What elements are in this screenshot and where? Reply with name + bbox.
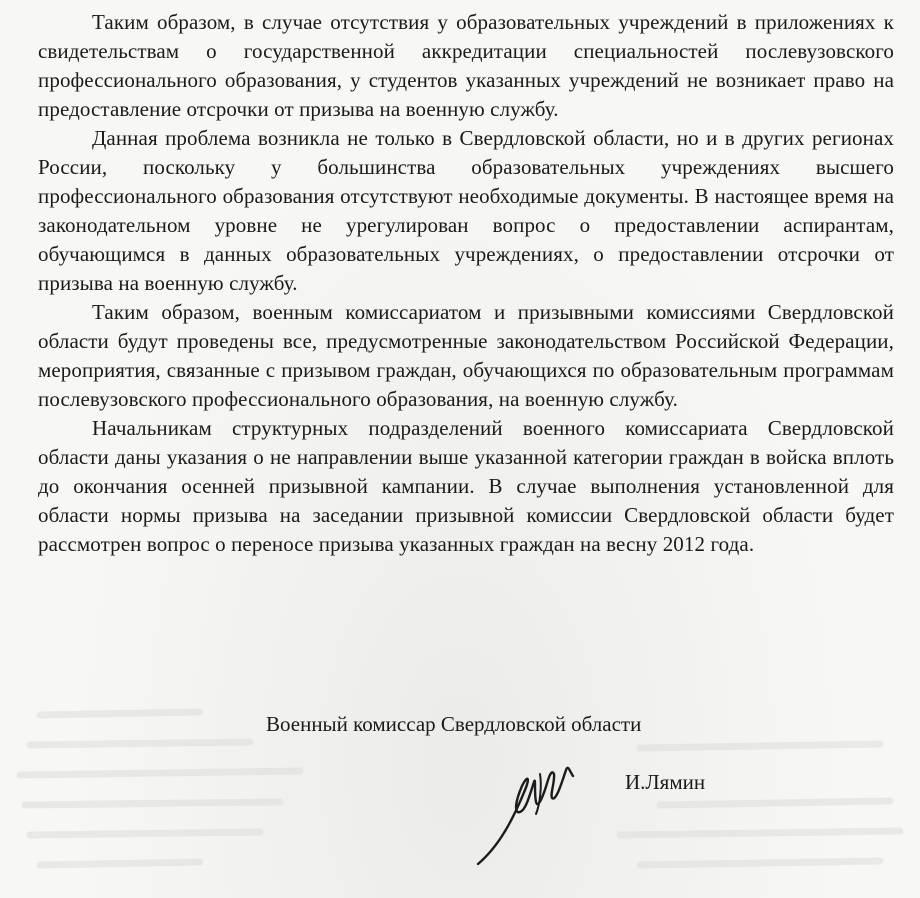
paragraph-2: Данная проблема возникла не только в Свердловской области, но и в других регионах России, поскольку у большинства образовательных учреждениях высшего профессионального образования отсутствуют необходимые документы. В настоящее время на законодательном уровне не урегулирован вопрос о предоставлении аспирантам, обучающимся в данных образовательных учреждениях, о предоставлении отсрочки от призыва на военную службу.	[38, 126, 894, 295]
letter-body	[38, 8, 894, 559]
paragraph-3: Таким образом, военным комиссариатом и призывными комиссиями Свердловской области будут проведены все, предусмотренные законодательством Российской Федерации, мероприятия, связанные с призывом граждан, обучающихся по образовательным программам послевузовского профессионального образования, на военную службу.	[38, 300, 894, 411]
signatory-name: И.Лямин	[625, 770, 706, 794]
handwritten-signature-icon	[470, 752, 600, 872]
signatory-title: Военный комиссар Свердловской области	[266, 712, 642, 736]
paragraph-4: Начальникам структурных подразделений военного комиссариата Свердловской области даны указания о не направлении выше указанной категории граждан в войска вплоть до окончания осенней призывной кампании. В случае выполнения установленной для области нормы призыва на заседании призывной комиссии Свердловской области будет рассмотрен вопрос о переносе призыва указанных граждан на весну 2012 года.	[38, 416, 894, 556]
paragraph-1: Таким образом, в случае отсутствия у образовательных учреждений в приложениях к свидетельствам о государственной аккредитации специальностей послевузовского профессионального образования, у студентов указанных учреждений не возникает право на предоставление отсрочки от призыва на военную службу.	[38, 10, 894, 121]
